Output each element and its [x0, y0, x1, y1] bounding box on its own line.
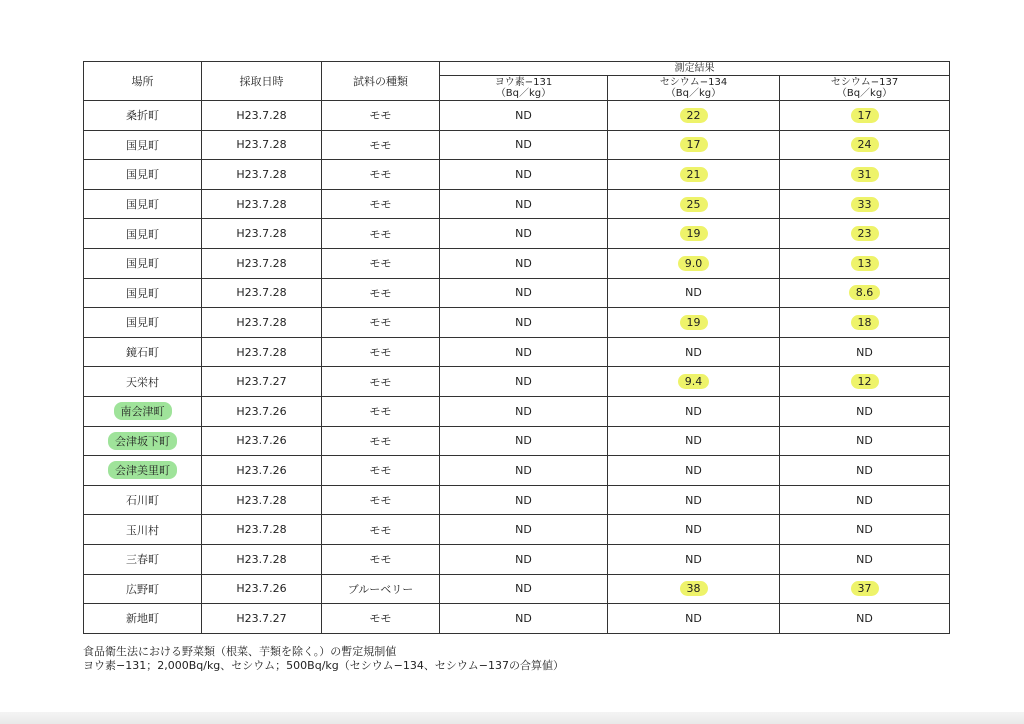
table-row	[84, 544, 950, 574]
cs134-cell-value: 21	[680, 167, 708, 182]
sample-cell	[322, 604, 440, 634]
i131-cell	[440, 248, 608, 278]
location-cell-value: 国見町	[126, 286, 159, 300]
date-cell	[202, 604, 322, 634]
sample-cell	[322, 544, 440, 574]
i131-cell	[440, 485, 608, 515]
cs134-cell	[608, 426, 780, 456]
i131-cell	[440, 130, 608, 160]
i131-cell	[440, 219, 608, 249]
i131-cell	[440, 160, 608, 190]
date-cell	[202, 544, 322, 574]
cs137-cell-value: 31	[851, 167, 879, 182]
cs134-cell	[608, 160, 780, 190]
header-i131	[440, 76, 608, 101]
header-cs137-label: セシウム−137	[830, 77, 899, 88]
sample-cell	[322, 337, 440, 367]
cs137-cell	[780, 308, 950, 338]
cs137-cell	[780, 456, 950, 486]
date-cell-value: H23.7.28	[236, 315, 287, 329]
cs137-cell	[780, 101, 950, 131]
location-cell	[84, 574, 202, 604]
table-row	[84, 219, 950, 249]
cs137-cell	[780, 189, 950, 219]
date-cell	[202, 396, 322, 426]
date-cell	[202, 130, 322, 160]
cs134-cell-value: ND	[685, 493, 702, 507]
regulation-note-title: 食品衛生法における野菜類（根菜、芋類を除く。）の暫定規制値	[83, 645, 397, 658]
i131-cell	[440, 367, 608, 397]
date-cell	[202, 248, 322, 278]
sample-cell	[322, 426, 440, 456]
location-cell-value: 石川町	[126, 494, 159, 508]
cs134-cell-value: ND	[685, 552, 702, 566]
location-cell-value: 南会津町	[114, 402, 172, 420]
location-cell	[84, 337, 202, 367]
cs137-cell-value: ND	[856, 523, 873, 537]
date-cell	[202, 219, 322, 249]
location-cell	[84, 515, 202, 545]
sample-cell	[322, 515, 440, 545]
cs137-cell	[780, 604, 950, 634]
sample-cell-value: モモ	[369, 434, 392, 448]
cs137-cell	[780, 396, 950, 426]
date-cell-value: H23.7.26	[236, 582, 287, 596]
table-row	[84, 396, 950, 426]
sample-cell-value: モモ	[369, 109, 392, 123]
i131-cell	[440, 189, 608, 219]
sample-cell-value: モモ	[369, 227, 392, 241]
cs137-cell-value: ND	[856, 552, 873, 566]
i131-cell-value: ND	[515, 375, 532, 389]
date-cell-value: H23.7.28	[236, 493, 287, 507]
location-cell	[84, 308, 202, 338]
location-cell-value: 広野町	[126, 582, 159, 596]
table-row	[84, 160, 950, 190]
date-cell-value: H23.7.28	[236, 552, 287, 566]
sample-cell-value: モモ	[369, 375, 392, 389]
date-cell-value: H23.7.28	[236, 108, 287, 122]
cs134-cell-value: ND	[685, 611, 702, 625]
cs134-cell	[608, 308, 780, 338]
i131-cell-value: ND	[515, 108, 532, 122]
sample-cell	[322, 485, 440, 515]
date-cell-value: H23.7.28	[236, 256, 287, 270]
cs137-cell-value: 12	[851, 374, 879, 389]
i131-cell	[440, 515, 608, 545]
location-cell	[84, 396, 202, 426]
location-cell-value: 新地町	[126, 612, 159, 626]
header-cs134	[608, 76, 780, 101]
sample-cell	[322, 574, 440, 604]
sample-cell	[322, 219, 440, 249]
location-cell	[84, 426, 202, 456]
cs134-cell-value: 17	[680, 137, 708, 152]
cs137-cell	[780, 367, 950, 397]
table-row	[84, 485, 950, 515]
sample-cell	[322, 160, 440, 190]
cs134-cell	[608, 574, 780, 604]
cs137-cell-value: ND	[856, 493, 873, 507]
table-row	[84, 456, 950, 486]
i131-cell-value: ND	[515, 552, 532, 566]
sample-cell-value: モモ	[369, 286, 392, 300]
sample-cell-value: モモ	[369, 523, 392, 537]
header-location: 場所	[84, 62, 202, 101]
cs134-cell	[608, 130, 780, 160]
sample-cell	[322, 101, 440, 131]
cs134-cell-value: ND	[685, 404, 702, 418]
location-cell	[84, 219, 202, 249]
table-row	[84, 337, 950, 367]
sample-cell-value: モモ	[369, 612, 392, 626]
i131-cell-value: ND	[515, 197, 532, 211]
location-cell-value: 国見町	[126, 168, 159, 182]
sample-cell-value: モモ	[369, 346, 392, 360]
i131-cell-value: ND	[515, 315, 532, 329]
sample-cell-value: モモ	[369, 316, 392, 330]
date-cell	[202, 485, 322, 515]
table-row	[84, 189, 950, 219]
cs134-cell	[608, 396, 780, 426]
i131-cell-value: ND	[515, 345, 532, 359]
cs137-cell	[780, 219, 950, 249]
cs137-cell	[780, 278, 950, 308]
cs137-cell	[780, 248, 950, 278]
cs137-cell	[780, 130, 950, 160]
table-row	[84, 604, 950, 634]
cs137-cell	[780, 160, 950, 190]
cs134-cell	[608, 485, 780, 515]
cs137-cell	[780, 544, 950, 574]
cs134-cell-value: ND	[685, 345, 702, 359]
i131-cell-value: ND	[515, 404, 532, 418]
date-cell-value: H23.7.28	[236, 523, 287, 537]
date-cell-value: H23.7.28	[236, 227, 287, 241]
sample-cell-value: モモ	[369, 405, 392, 419]
location-cell	[84, 101, 202, 131]
i131-cell-value: ND	[515, 227, 532, 241]
i131-cell	[440, 101, 608, 131]
location-cell-value: 会津美里町	[108, 461, 177, 479]
location-cell-value: 会津坂下町	[108, 432, 177, 450]
cs137-cell-value: 8.6	[849, 285, 881, 300]
location-cell-value: 桑折町	[126, 109, 159, 123]
i131-cell	[440, 337, 608, 367]
page-bottom-edge	[0, 712, 1024, 724]
cs134-cell	[608, 101, 780, 131]
cs137-cell-value: ND	[856, 463, 873, 477]
cs137-cell	[780, 515, 950, 545]
cs134-cell	[608, 544, 780, 574]
cs134-cell	[608, 456, 780, 486]
i131-cell-value: ND	[515, 523, 532, 537]
cs134-cell-value: 19	[680, 226, 708, 241]
cs137-cell-value: 23	[851, 226, 879, 241]
table-row	[84, 515, 950, 545]
cs134-cell	[608, 337, 780, 367]
i131-cell	[440, 308, 608, 338]
i131-cell	[440, 278, 608, 308]
sample-cell	[322, 130, 440, 160]
cs134-cell-value: 9.4	[678, 374, 710, 389]
date-cell-value: H23.7.28	[236, 138, 287, 152]
cs137-cell-value: ND	[856, 611, 873, 625]
cs137-cell-value: 13	[851, 256, 879, 271]
header-cs134-label: セシウム−134	[659, 77, 728, 88]
date-cell-value: H23.7.27	[236, 375, 287, 389]
location-cell	[84, 544, 202, 574]
i131-cell	[440, 426, 608, 456]
cs137-cell-value: ND	[856, 434, 873, 448]
date-cell	[202, 426, 322, 456]
sample-cell	[322, 278, 440, 308]
table-row	[84, 426, 950, 456]
header-i131-unit: （Bq／kg）	[495, 88, 552, 99]
cs134-cell-value: 22	[680, 108, 708, 123]
cs134-cell	[608, 278, 780, 308]
table-row	[84, 278, 950, 308]
i131-cell-value: ND	[515, 493, 532, 507]
sample-cell-value: モモ	[369, 257, 392, 271]
sample-cell-value: モモ	[369, 138, 392, 152]
cs134-cell-value: ND	[685, 434, 702, 448]
i131-cell-value: ND	[515, 611, 532, 625]
cs137-cell	[780, 337, 950, 367]
table-row	[84, 308, 950, 338]
cs134-cell-value: ND	[685, 523, 702, 537]
cs134-cell	[608, 219, 780, 249]
regulation-note-values: ヨウ素−131；2,000Bq/kg、セシウム；500Bq/kg（セシウム−134、セシウム−137の合算値）	[83, 659, 564, 672]
i131-cell	[440, 396, 608, 426]
header-date: 採取日時	[202, 62, 322, 101]
cs134-cell-value: 9.0	[678, 256, 710, 271]
header-cs134-unit: （Bq／kg）	[665, 88, 722, 99]
i131-cell-value: ND	[515, 167, 532, 181]
cs137-cell-value: 33	[851, 197, 879, 212]
table-row	[84, 248, 950, 278]
cs134-cell	[608, 367, 780, 397]
sample-cell-value: モモ	[369, 553, 392, 567]
location-cell	[84, 604, 202, 634]
sample-cell	[322, 456, 440, 486]
i131-cell-value: ND	[515, 256, 532, 270]
location-cell	[84, 160, 202, 190]
location-cell-value: 鏡石町	[126, 346, 159, 360]
i131-cell-value: ND	[515, 463, 532, 477]
location-cell	[84, 485, 202, 515]
location-cell-value: 天栄村	[126, 375, 159, 389]
location-cell	[84, 367, 202, 397]
date-cell	[202, 337, 322, 367]
date-cell-value: H23.7.28	[236, 197, 287, 211]
header-results: 測定結果	[440, 62, 950, 76]
header-sample: 試料の種類	[322, 62, 440, 101]
date-cell-value: H23.7.26	[236, 434, 287, 448]
location-cell	[84, 278, 202, 308]
date-cell-value: H23.7.28	[236, 167, 287, 181]
cs134-cell	[608, 248, 780, 278]
table-row	[84, 367, 950, 397]
sample-cell	[322, 367, 440, 397]
date-cell-value: H23.7.26	[236, 463, 287, 477]
cs134-cell-value: 38	[680, 581, 708, 596]
location-cell	[84, 456, 202, 486]
cs137-cell	[780, 574, 950, 604]
results-body	[84, 101, 950, 634]
date-cell	[202, 308, 322, 338]
cs134-cell	[608, 515, 780, 545]
date-cell-value: H23.7.28	[236, 286, 287, 300]
i131-cell-value: ND	[515, 286, 532, 300]
cs134-cell	[608, 604, 780, 634]
sample-cell	[322, 308, 440, 338]
cs134-cell-value: 19	[680, 315, 708, 330]
i131-cell	[440, 604, 608, 634]
location-cell-value: 国見町	[126, 257, 159, 271]
cs137-cell	[780, 426, 950, 456]
i131-cell	[440, 544, 608, 574]
i131-cell-value: ND	[515, 434, 532, 448]
table-row	[84, 574, 950, 604]
location-cell-value: 国見町	[126, 227, 159, 241]
table-row	[84, 101, 950, 131]
sample-cell-value: モモ	[369, 198, 392, 212]
sample-cell-value: モモ	[369, 494, 392, 508]
location-cell-value: 国見町	[126, 138, 159, 152]
cs137-cell-value: ND	[856, 404, 873, 418]
header-cs137-unit: （Bq／kg）	[836, 88, 893, 99]
date-cell-value: H23.7.27	[236, 611, 287, 625]
date-cell-value: H23.7.26	[236, 404, 287, 418]
date-cell	[202, 515, 322, 545]
sample-cell-value: モモ	[369, 464, 392, 478]
cs137-cell	[780, 485, 950, 515]
sample-cell	[322, 248, 440, 278]
cs137-cell-value: ND	[856, 345, 873, 359]
cs137-cell-value: 17	[851, 108, 879, 123]
cs137-cell-value: 24	[851, 137, 879, 152]
sample-cell	[322, 396, 440, 426]
location-cell	[84, 130, 202, 160]
table-row	[84, 130, 950, 160]
location-cell-value: 国見町	[126, 198, 159, 212]
cs134-cell	[608, 189, 780, 219]
cs134-cell-value: ND	[685, 286, 702, 300]
header-i131-label: ヨウ素−131	[494, 77, 553, 88]
cs137-cell-value: 37	[851, 581, 879, 596]
i131-cell	[440, 456, 608, 486]
cs137-cell-value: 18	[851, 315, 879, 330]
location-cell-value: 国見町	[126, 316, 159, 330]
location-cell	[84, 189, 202, 219]
date-cell	[202, 101, 322, 131]
date-cell	[202, 456, 322, 486]
date-cell	[202, 278, 322, 308]
location-cell-value: 玉川村	[126, 523, 159, 537]
location-cell	[84, 248, 202, 278]
cs134-cell-value: ND	[685, 463, 702, 477]
sample-cell-value: モモ	[369, 168, 392, 182]
location-cell-value: 三春町	[126, 553, 159, 567]
i131-cell-value: ND	[515, 138, 532, 152]
sample-cell-value: ブルーベリー	[347, 582, 414, 596]
i131-cell	[440, 574, 608, 604]
results-table	[83, 61, 950, 634]
date-cell	[202, 160, 322, 190]
cs134-cell-value: 25	[680, 197, 708, 212]
i131-cell-value: ND	[515, 582, 532, 596]
date-cell-value: H23.7.28	[236, 345, 287, 359]
date-cell	[202, 189, 322, 219]
header-cs137	[780, 76, 950, 101]
date-cell	[202, 367, 322, 397]
sample-cell	[322, 189, 440, 219]
date-cell	[202, 574, 322, 604]
